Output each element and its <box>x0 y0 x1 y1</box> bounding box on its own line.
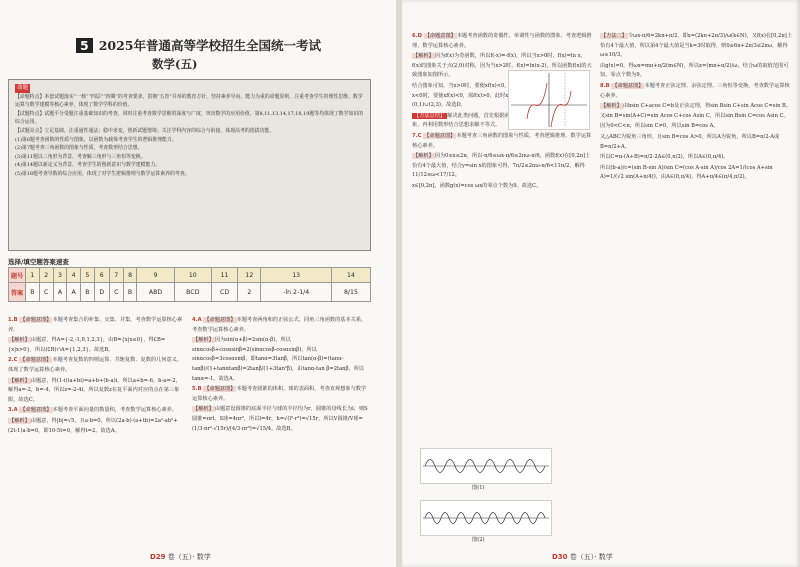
solution-text: 由题意设圆锥的底面半径与球的半径均为r，圆锥的母线长为l，则S圆锥=πrl，S球=4πr²，所以l=4r，h=√(l²-r²)=√15r，所以V圆锥/V球=(1/3·πr²·√15r)/(4/3·πr³)=√15/4。故选B。 <box>192 406 368 432</box>
right-solutions-column-2 <box>600 32 792 184</box>
solution-text: 因为0≤x≤2π，所以-π/6≤ωx-π/6≤2πω-π/6，函数f(x)在[0,2π]上恰有4个最大值，结合y=sin x的图象可得，7π/2≤2πω-π/6<11π/2，解得11/12≤ω<17/12。 <box>412 153 591 179</box>
solution-paragraph <box>192 336 370 384</box>
solution-paragraph <box>8 336 184 355</box>
solution-paragraph <box>600 102 792 121</box>
solution-text: 由题意，得|b|=√5，且a·b=0，所以(2a-b)·(a+tb)=2a²-ab²+(2t-1)a·b=0，即10-5t=0，解得t=2。故选A。 <box>8 417 178 434</box>
solution-paragraph <box>412 152 592 181</box>
solution-paragraph <box>412 132 592 151</box>
intro-line: 【试题特点】试题平分受题注重基础知识的考查，同时注重考查数学思维的深度与广度，突出数学的应用价值，第8,11,13,14,17,18,19题等均体现了数学知识的综合运用。 <box>15 110 364 126</box>
answer-table-question-number: 12 <box>238 268 261 283</box>
q7-figure-1-label: 图(1) <box>472 485 485 491</box>
solution-paragraph <box>600 122 792 132</box>
question-number: 3.A <box>8 407 20 414</box>
answer-table-header-row <box>9 268 371 283</box>
right-page-number: D30 <box>552 553 568 561</box>
solution-text: 本题考查函数的奇偶性、单调性与函数的图象，考查逻辑推理、数学运算核心素养。 <box>412 33 592 49</box>
solution-text: 由g(x)=0，得ωx=mπ+π/2(m∈N)，所以x=(mπ+π/2)/ω，结合ω的取值范围可知，零点个数为9。 <box>600 62 789 79</box>
solution-tag: 【解析】 <box>9 337 30 344</box>
intro-line: (5)第18题考查导数的综合应用，体现了对学生逻辑推理与数学运算素养的考查。 <box>15 170 190 177</box>
solution-tag: 【解析】 <box>193 406 214 413</box>
right-footer-text: 卷（五）· 数学 <box>569 553 613 561</box>
answer-table-title: 选择/填空题答案速查 <box>8 258 69 266</box>
solution-paragraph <box>412 32 592 51</box>
intro-line: (2)第7题考查三角函数的图象与性质，考查数形结合思想。 <box>15 145 143 152</box>
solution-tag: 【方法二】 <box>601 33 627 39</box>
solution-tag: 【命题意图】 <box>424 33 456 39</box>
left-footer <box>150 552 211 562</box>
q6-function-graph <box>508 70 590 130</box>
answer-table-question-number: 7 <box>109 268 123 283</box>
right-page <box>402 0 800 567</box>
solution-text: 本题考查复数的四则运算、共轭复数、复数的几何意义，体现了数学运算核心素养。 <box>8 357 183 373</box>
answer-table-question-number: 13 <box>261 268 332 283</box>
q7-figure-2-label: 图(2) <box>472 537 485 543</box>
solution-text: 由题意，得(1-i)(a+bi)=a+b+(b-a)i，所以a+b=-6，b-a=-2，解得a=-2，b=-4，所以z=-2-4i，所以复数z在复平面内对应的点在第三象限。故选C。 <box>8 377 181 403</box>
solution-paragraph <box>600 133 792 152</box>
solution-text: 因为sin(α+β)=2sin(α-β)，所以sinαcosβ+cosαsinβ=2(sinαcosβ-cosαsinβ)，所以sinαcosβ=3cosαsinβ，即tanα=3tanβ，所以tan(α-β)=(tanα-tanβ)/(1+tanαtanβ)=2tanβ/(1+3tan²β)，由tanα-tan β=2tanβ，所以tanα=-1。故选A。 <box>192 337 365 382</box>
solution-paragraph <box>8 406 184 416</box>
answer-table-question-number: 2 <box>39 268 53 283</box>
answer-table-answer-cell: C <box>109 283 123 302</box>
solution-text: 又△ABC为锐角三角形，且sin B=cos A>0，所以A为锐角，所以B=π/2-A或B=π/2+A。 <box>600 133 780 150</box>
answer-table-answer-cell: ABD <box>137 283 174 302</box>
solution-tag: 【方法总结】 <box>414 112 446 119</box>
solution-text: 本题考查两角和的正弦公式、同角三角函数的基本关系，考查数学运算核心素养。 <box>192 317 367 333</box>
solution-tag: 【解析】 <box>9 377 30 384</box>
exam-subtitle: 数学(五) <box>152 57 198 71</box>
solution-tag: 【解析】 <box>413 53 434 60</box>
solution-paragraph <box>8 356 184 375</box>
left-page <box>0 0 396 567</box>
solution-paragraph <box>8 316 184 335</box>
solution-tag: 【命题意图】 <box>20 407 52 414</box>
solution-text: 本题考查平面向量的数量积，考查数学运算核心素养。 <box>52 407 178 414</box>
exam-title <box>76 36 321 54</box>
solution-paragraph <box>8 417 184 436</box>
solution-text: 因为f(x)为奇函数，所以f(-x)=-f(x)，所以当x>0时，f(x)=ln x，f(x)的图象关于点(2,0)对称，因为当x>2时，f(x)=ln(x-2)，所以函数f(x)的大致图象如图所示。 <box>412 53 592 79</box>
intro-box <box>8 79 371 251</box>
q7-figure-2 <box>420 500 552 536</box>
answer-table-answer-cell: BCD <box>174 283 211 302</box>
answer-table-answer-cell: B <box>123 283 137 302</box>
solution-text: 所以C=π-(A+B)=π/2-2A∈(0,π/2)，所以A∈(0,π/4)。 <box>600 154 729 161</box>
solution-tag: 【命题意图】 <box>20 357 52 364</box>
solution-paragraph <box>600 32 792 61</box>
solution-text: 本题考查集合的补集、交集、并集，考查数学运算核心素养。 <box>8 317 183 333</box>
left-solutions-column-1 <box>8 316 184 437</box>
solution-text: 本题考查正弦定理、余弦定理、三角恒等变换，考查数学运算核心素养。 <box>600 82 790 99</box>
answer-table-question-number: 4 <box>67 268 81 283</box>
solution-tag: 【命题意图】 <box>424 132 456 139</box>
solution-paragraph <box>412 182 592 192</box>
solution-text: x∈[0,2π]，函数g(x)=cos ωx的零点个数为9。故选C。 <box>412 182 542 189</box>
solution-paragraph <box>192 316 370 335</box>
solution-text: 本题考查圆锥的体积、球的表面积，考查直观想象与数学运算核心素养。 <box>192 386 367 402</box>
solution-paragraph <box>600 164 792 183</box>
answer-table-answer-cell: CD <box>211 283 237 302</box>
solution-paragraph <box>600 82 792 101</box>
answer-table-row-label: 答案 <box>9 283 26 302</box>
answer-table-answer-cell: 2 <box>238 283 261 302</box>
solution-text: 令ωx-π/6=2kπ+π/2，即x=(2kπ+2π/3)/ω(k∈N)，又f(x)在[0,2π]上恰有4个最大值，所以第4个最大值是当k=3时取得，则0≤6π+2π/3≤2πω，解得ω≥10/3。 <box>600 33 792 59</box>
question-number: 4.A <box>192 317 204 323</box>
solution-paragraph <box>8 377 184 406</box>
q6-curve-left <box>527 83 547 119</box>
intro-line: 【试题亮点】立足基础，注重通性通法；稳中求变，创新试题情境；关注学科内容的综合与衔接，体现高考的选拔功能。 <box>15 127 275 134</box>
question-number: 8.B <box>600 82 612 89</box>
answer-table-question-number: 14 <box>331 268 370 283</box>
solution-paragraph <box>192 405 370 434</box>
right-footer <box>552 552 613 562</box>
answer-table-answer-cell: 8/15 <box>331 283 370 302</box>
solution-text: 解决此类问题，首先根据函数的奇偶性和对称性得到函数的图象，再利用数形结合思想求解不等式。 <box>412 112 588 129</box>
answer-table-question-number: 1 <box>26 268 40 283</box>
solution-tag: 【命题意图】 <box>20 317 52 323</box>
answer-table-question-number: 3 <box>53 268 67 283</box>
solution-tag: 【命题意图】 <box>612 82 644 89</box>
solution-text: 本题考查三角函数的图象与性质，考查逻辑推理、数学运算核心素养。 <box>412 132 592 149</box>
question-number: 1.B <box>8 317 20 323</box>
solution-paragraph <box>600 62 792 81</box>
answer-table-question-number: 8 <box>123 268 137 283</box>
question-number: 6.D <box>412 33 424 39</box>
solution-text: 由bsin C+acos C=b及正弦定理，得sin Bsin C+sin Acos C=sin B。又sin B=sin(A+C)=sin Acos C+cos Asin C，所以sin Bsin C=cos Asin C。 <box>600 103 792 119</box>
answer-table-question-number: 5 <box>80 268 94 283</box>
answer-table-answer-cell: C <box>39 283 53 302</box>
answer-table-answer-cell: A <box>53 283 67 302</box>
answer-table <box>8 267 371 302</box>
left-solutions-column-2 <box>192 316 370 435</box>
answer-table-answer-cell: -ln 2-1/4 <box>261 283 332 302</box>
answer-table-answer-row <box>9 283 371 302</box>
solution-tag: 【解析】 <box>193 337 214 344</box>
q7-figure-1 <box>420 448 552 484</box>
answer-table-row-label: 题号 <box>9 268 26 283</box>
solution-tag: 【解析】 <box>413 153 434 160</box>
solution-tag: 【解析】 <box>601 103 622 110</box>
question-number: 5.B <box>192 386 204 393</box>
question-number: 2.C <box>8 357 20 364</box>
left-footer-text: 卷（五）· 数学 <box>167 553 211 561</box>
solution-tag: 【命题意图】 <box>204 317 236 323</box>
solution-text: 所以(b-a)/c=(sin B-sin A)/sin C=(cos A-sin A)/cos 2A=1/(cos A+sin A)=1/(√2 sin(A+π/4))，由A∈(0,π/4)，得A+π/4∈(π/4,π/2)。 <box>600 164 773 181</box>
exam-title-text: 2025年普通高等学校招生全国统一考试 <box>98 38 321 53</box>
answer-table-question-number: 11 <box>211 268 237 283</box>
solution-text: 因为0<C<π，所以sin C≠0，所以sin B=cos A。 <box>600 123 719 130</box>
question-number: 7.C <box>412 132 424 139</box>
answer-table-question-number: 10 <box>174 268 211 283</box>
answer-table-answer-cell: D <box>94 283 109 302</box>
intro-lines <box>15 93 364 179</box>
answer-table-answer-cell: B <box>80 283 94 302</box>
solution-text: 由题意，得A={-2,-1,0,1,2,3}，由B={x|x≤0}，得∁B={x|x>0}，所以(∁B)∩A={1,2,3}。故选B。 <box>8 337 166 353</box>
solution-tag: 【解析】 <box>9 417 30 424</box>
left-page-number: D29 <box>150 553 166 561</box>
solution-text: 结合图象可知，当x>0时，要使xf(x)<0，需f(x)<0，即x∈(0,1)∪(2,3)；当x<0时，要使xf(x)<0，需f(x)>0，此时x不存在，故不等式xf(x)<0的解集为(0,1)∪(2,3)。故选D。 <box>412 82 590 109</box>
intro-tag: 命题 <box>17 85 29 91</box>
solution-paragraph <box>600 153 792 163</box>
answer-table-question-number: 9 <box>137 268 174 283</box>
solution-tag: 【命题意图】 <box>204 386 236 393</box>
answer-table-question-number: 6 <box>94 268 109 283</box>
intro-line: (4)第14题以新定义为背景，考查学生的创新意识与数学建模能力。 <box>15 162 161 169</box>
q6-curve-right <box>551 91 571 127</box>
exam-number-badge: 5 <box>76 38 93 53</box>
answer-table-answer-cell: A <box>67 283 81 302</box>
answer-table-answer-cell: B <box>26 283 40 302</box>
intro-line: (3)第11题以三角形为背景，考查解三角形与三角恒等变换。 <box>15 153 146 160</box>
intro-line: 【命题特点】本套试题落实“一核”“四层”“四翼”的考查要求，贯彻“五育”并举的教育方针，坚持素养导向、能力为重的命题原则，注重考查学生的理性思维、数学运算与数学建模等核心素养，体现了数学学科的价值。 <box>15 93 363 109</box>
solution-paragraph <box>192 385 370 404</box>
intro-line: (1)第6题考查函数的性质与图象，以函数为载体考查学生的逻辑推理能力。 <box>15 136 177 143</box>
